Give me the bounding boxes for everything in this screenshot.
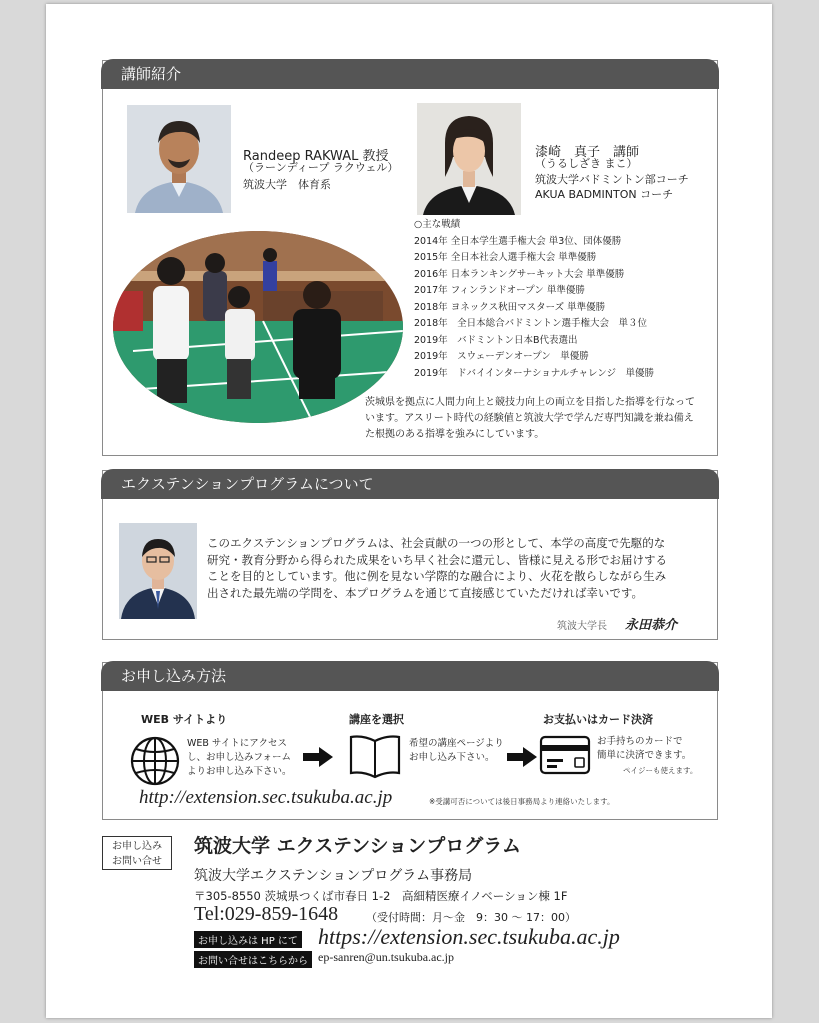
records-title: ○主な戦績: [414, 219, 461, 230]
president-photo: [119, 523, 197, 619]
record-item: 2014年 全日本学生選手権大会 単3位、団体優勝: [414, 235, 622, 247]
arrow-right-icon: [303, 747, 333, 771]
about-section: [102, 470, 718, 640]
step-title-course: 講座を選択: [349, 713, 404, 726]
step-title-web: WEB サイトより: [141, 713, 228, 726]
record-item: 2016年 日本ランキングサーキット大会 単準優勝: [414, 268, 625, 280]
record-item: 2015年 全日本社会人選手権大会 単準優勝: [414, 252, 597, 263]
about-line: 出された最先端の学問を、本プログラムを通じて直接感じていただければ幸いです。: [207, 585, 643, 600]
credit-card-icon: [539, 735, 591, 779]
urushizaki-name: 漆崎 真子 講師: [535, 145, 640, 160]
office-tel: Tel:029-859-1648: [194, 903, 339, 925]
instructors-header: 講師紹介: [101, 59, 719, 89]
record-item: 2018年 ヨネックス秋田マスターズ 単準優勝: [414, 301, 606, 313]
office-address: 〒305-8550 茨城県つくば市春日 1-2 高細精医療イノベーション棟 1F: [194, 889, 568, 903]
globe-icon: [129, 735, 181, 791]
contact-label-line: お問い合せ: [112, 856, 162, 867]
step-line: 簡単に決済できます。: [597, 750, 692, 761]
signature-title: 筑波大学長: [557, 621, 607, 632]
description-line: 茨城県を拠点に人間力向上と競技力向上の両立を目指した指導を行なって: [365, 397, 695, 408]
flyer-page: [46, 4, 772, 1018]
contact-label-line: お申し込み: [112, 841, 162, 852]
program-url[interactable]: http://extension.sec.tsukuba.ac.jp: [139, 787, 393, 808]
step-desc-payment: [597, 735, 691, 763]
apply-hp-badge: お申し込みは HP にて: [194, 931, 302, 948]
step-desc-web: [187, 737, 292, 779]
url-note: ※受講可否については後日事務局より連絡いたします。: [429, 797, 615, 806]
apply-section: [102, 662, 718, 820]
urushizaki-role-1: 筑波大学バドミントン部コーチ: [535, 173, 689, 186]
inquiry-badge: お問い合せはこちらから: [194, 951, 312, 968]
step-note-payment: ペイジーも使えます。: [623, 766, 698, 775]
arrow-right-icon: [507, 747, 537, 771]
urushizaki-description: [365, 395, 705, 443]
signature-name: 永田恭介: [625, 617, 678, 632]
about-line: このエクステンションプログラムは、社会貢献の一つの形として、本学の高度で先駆的な: [207, 536, 666, 550]
contact-email[interactable]: ep-sanren@un.tsukuba.ac.jp: [318, 950, 455, 964]
description-line: た根拠のある指導を強みにしています。: [365, 429, 545, 440]
step-line: よりお申し込み下さい。: [187, 766, 292, 777]
rakwal-affiliation: 筑波大学 体育系: [243, 178, 331, 191]
urushizaki-role-2: AKUA BADMINTON コーチ: [535, 188, 674, 201]
rakwal-kana: （ラーンディープ ラクウェル）: [243, 161, 399, 174]
office-name: 筑波大学エクステンションプログラム事務局: [194, 868, 473, 884]
instructors-section: [102, 60, 718, 456]
about-line: 研究・教育分野から得られた成果をいち早く社会に還元し、皆様に見える形でお届けする: [207, 552, 667, 567]
about-text: [207, 535, 707, 601]
apply-header: お申し込み方法: [101, 661, 719, 691]
badminton-coaching-photo: [113, 231, 403, 423]
contact-label-box: [102, 836, 172, 870]
about-header: エクステンションプログラムについて: [101, 469, 719, 499]
rakwal-photo: [127, 105, 231, 213]
step-line: WEB サイトにアクセス: [187, 738, 287, 749]
record-item: 2017年 フィンランドオープン 単準優勝: [414, 285, 585, 296]
record-item: 2019年 バドミントン日本B代表選出: [414, 334, 578, 346]
step-desc-course: [409, 737, 504, 765]
record-item: 2019年 スウェーデンオープン 単優勝: [414, 351, 589, 362]
step-title-payment: お支払いはカード決済: [543, 713, 653, 726]
urushizaki-photo: [417, 103, 521, 215]
program-title: 筑波大学 エクステンションプログラム: [194, 835, 522, 857]
record-item: 2019年 ドバイインターナショナルチャレンジ 単優勝: [414, 367, 655, 379]
book-icon: [347, 733, 403, 783]
step-line: お手持ちのカードで: [597, 736, 683, 747]
records-list: [414, 217, 714, 382]
description-line: います。アスリート時代の経験値と筑波大学で学んだ専門知識を兼ね備え: [365, 413, 694, 424]
office-hours: （受付時間：月〜金 9：30 〜 17：00）: [366, 911, 576, 924]
step-line: お申し込み下さい。: [409, 752, 495, 763]
step-line: 希望の講座ページより: [409, 738, 504, 749]
step-line: し、お申し込みフォーム: [187, 752, 292, 763]
rakwal-name: Randeep RAKWAL 教授: [243, 149, 389, 164]
contact-website[interactable]: https://extension.sec.tsukuba.ac.jp: [318, 924, 620, 949]
about-line: ことを目的としています。他に例を見ない学際的な融合により、火花を散らしながら生み: [207, 569, 667, 583]
urushizaki-kana: （うるしざき まこ）: [535, 157, 638, 170]
record-item: 2018年 全日本総合バドミントン選手権大会 単３位: [414, 318, 647, 329]
